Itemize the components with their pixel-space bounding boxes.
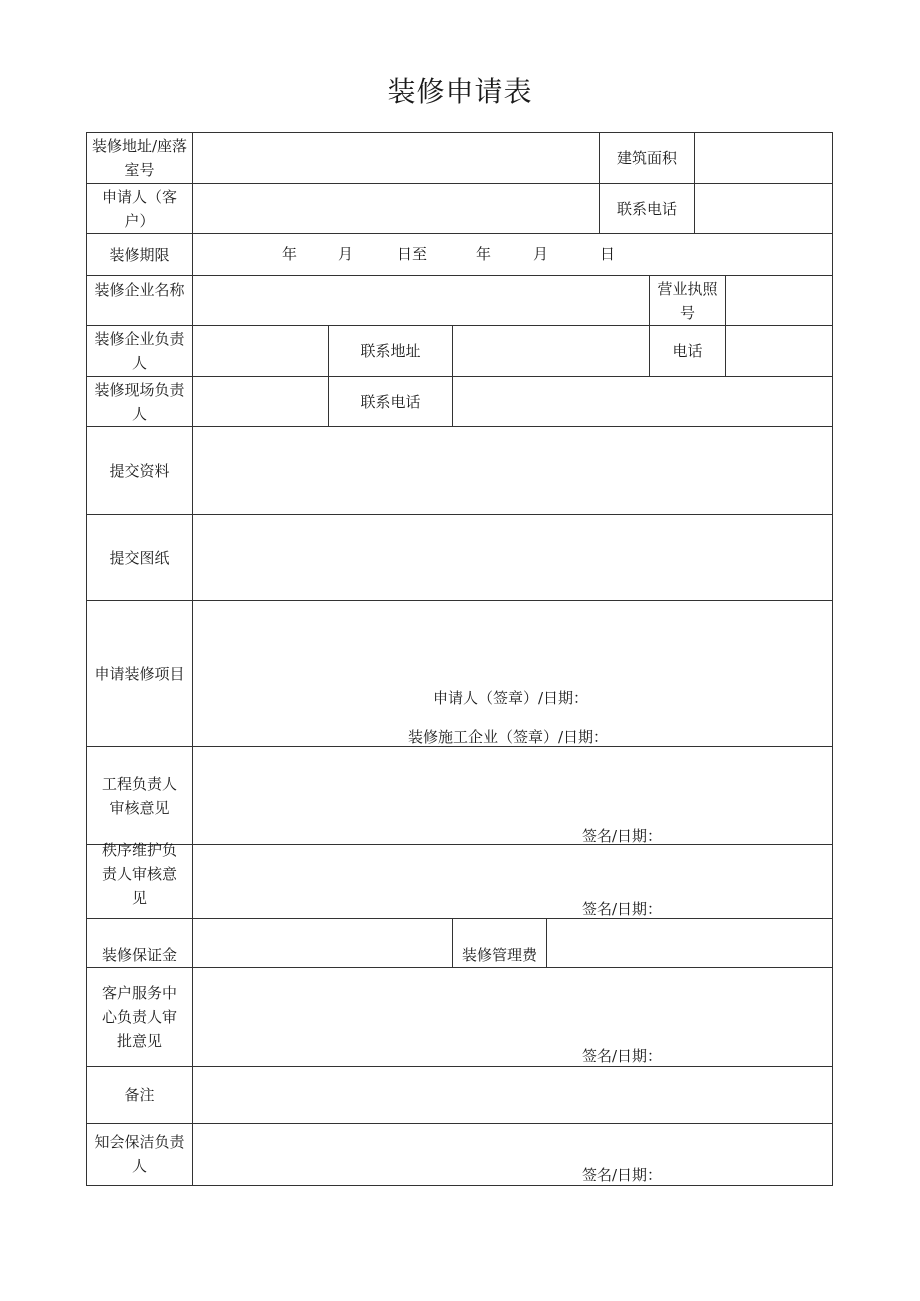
site-leader-field[interactable] (193, 377, 328, 426)
page-title: 装修申请表 (387, 75, 533, 108)
period-label: 装修期限 (109, 245, 170, 264)
site-leader-label: 装修现场负责人 (94, 380, 185, 423)
phone-label: 电话 (672, 342, 703, 360)
company-leader-label: 装修企业负责人 (94, 330, 185, 372)
period-month-2: 月 (533, 245, 549, 263)
period-month-1: 月 (338, 245, 354, 263)
site-contact-phone-label: 联系电话 (360, 392, 421, 411)
order-review-field[interactable] (193, 845, 832, 895)
applicant-field[interactable] (193, 184, 599, 233)
building-area-label: 建筑面积 (616, 149, 677, 167)
remarks-label: 备注 (124, 1086, 155, 1104)
applicant-label: 申请人（客户） (101, 187, 177, 230)
cleaning-sign-date: 签名/日期： (582, 1166, 663, 1184)
company-signature: 装修施工企业（签章）/日期： (408, 728, 609, 746)
company-leader-field[interactable] (193, 326, 328, 376)
company-name-label: 装修企业名称 (94, 281, 185, 299)
service-center-approval-field[interactable] (193, 968, 832, 1038)
order-sign-date: 签名/日期： (582, 900, 663, 918)
cleaning-notice-field[interactable] (193, 1124, 832, 1160)
contact-address-label: 联系地址 (360, 342, 421, 360)
remarks-field[interactable] (193, 1067, 832, 1123)
period-day-to: 日至 (397, 245, 428, 263)
site-contact-phone-field[interactable] (453, 377, 832, 426)
management-fee-field[interactable] (547, 919, 832, 967)
submitted-drawings-label: 提交图纸 (109, 548, 170, 567)
company-name-field[interactable] (193, 276, 649, 325)
contact-phone-field[interactable] (695, 184, 832, 233)
grid-line (832, 132, 833, 1186)
period-day-2: 日 (600, 245, 616, 263)
submitted-materials-label: 提交资料 (109, 461, 170, 480)
engineering-sign-date: 签名/日期： (582, 827, 663, 845)
decoration-items-field[interactable] (193, 601, 832, 681)
deposit-label: 装修保证金 (101, 946, 177, 964)
address-label: 装修地址/座落室号 (91, 137, 188, 179)
cleaning-notice-label: 知会保洁负责人 (94, 1133, 185, 1175)
management-fee-label: 装修管理费 (461, 946, 537, 964)
contact-address-field[interactable] (453, 326, 649, 376)
phone-field[interactable] (726, 326, 832, 376)
business-license-label: 营业执照号 (657, 279, 718, 322)
service-center-approval-label: 客户服务中心负责人审批意见 (101, 984, 177, 1050)
deposit-field[interactable] (193, 919, 452, 967)
business-license-field[interactable] (726, 276, 832, 325)
contact-phone-label: 联系电话 (616, 199, 677, 218)
period-year-1: 年 (282, 245, 298, 263)
grid-line (86, 1185, 833, 1186)
submitted-materials-field[interactable] (193, 427, 832, 514)
order-review-label: 秩序维护负责人审核意见 (101, 840, 177, 907)
engineering-review-label: 工程负责人审核意见 (101, 774, 177, 817)
submitted-drawings-field[interactable] (193, 515, 832, 600)
engineering-review-field[interactable] (193, 747, 832, 817)
applicant-signature: 申请人（签章）/日期： (433, 689, 589, 707)
decoration-items-label: 申请装修项目 (94, 664, 185, 683)
service-center-sign-date: 签名/日期： (582, 1047, 663, 1065)
address-field[interactable] (193, 133, 599, 183)
period-year-2: 年 (476, 245, 492, 263)
building-area-field[interactable] (695, 133, 832, 183)
